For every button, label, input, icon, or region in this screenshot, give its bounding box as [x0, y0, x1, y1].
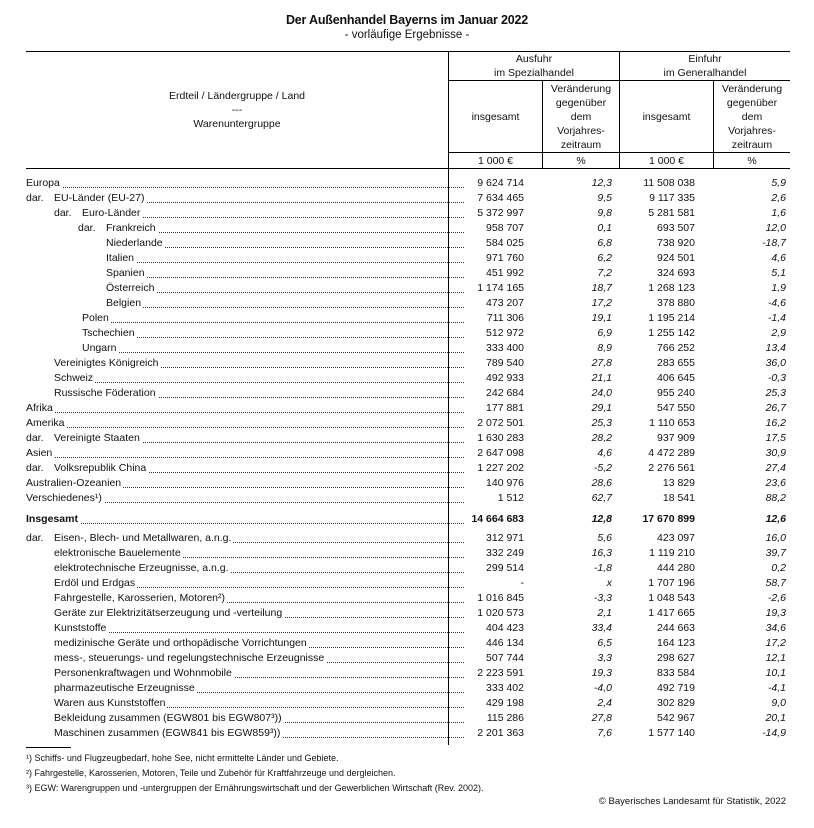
- import-change-value: 19,3: [765, 607, 786, 619]
- row-label: pharmazeutische Erzeugnisse: [54, 682, 195, 694]
- import-change-value: -1,4: [767, 312, 786, 324]
- export-change-value: x: [606, 577, 612, 589]
- table-row: [26, 576, 792, 591]
- table-row: [26, 461, 792, 476]
- export-total-value: 971 760: [486, 252, 524, 264]
- export-change-value: 18,7: [591, 282, 612, 294]
- import-change-value: 10,1: [765, 667, 786, 679]
- export-total-value: 115 286: [486, 712, 524, 724]
- import-change-value: -18,7: [762, 237, 786, 249]
- import-change-value: 4,6: [771, 252, 786, 264]
- table-row: [26, 446, 792, 461]
- export-total-value: 429 198: [486, 697, 524, 709]
- row-label: Ungarn: [82, 342, 117, 354]
- export-change-value: 16,3: [591, 547, 612, 559]
- import-change-value: 1,9: [771, 282, 786, 294]
- export-change-value: 6,5: [597, 637, 612, 649]
- import-total-value: 738 920: [657, 237, 695, 249]
- table-row: [26, 296, 792, 311]
- export-total-value: 5 372 997: [477, 207, 524, 219]
- row-label: Italien: [106, 252, 135, 264]
- import-change-value: 2,6: [771, 192, 786, 204]
- import-change-value: -4,6: [767, 297, 786, 309]
- import-change-value: 23,6: [765, 477, 786, 489]
- group-header-export: Ausfuhr im Spezialhandel: [494, 53, 574, 79]
- table-row: [26, 371, 792, 386]
- footnote-rule: [26, 747, 71, 748]
- table-row: [26, 191, 792, 206]
- export-change-value: 4,6: [597, 447, 612, 459]
- row-label: Schweiz: [54, 372, 94, 384]
- export-change-value: -3,3: [593, 592, 612, 604]
- import-total-value: 406 645: [657, 372, 695, 384]
- row-label: Eisen-, Blech- und Metallwaren, a.n.g.: [54, 532, 232, 544]
- export-change-value: 2,1: [597, 607, 612, 619]
- import-change-value: 12,6: [765, 513, 786, 525]
- import-change-value: 27,4: [765, 462, 786, 474]
- export-change-value: 12,8: [591, 513, 612, 525]
- import-change-value: 58,7: [765, 577, 786, 589]
- import-total-value: 1 119 210: [649, 547, 695, 559]
- import-total-value: 924 501: [657, 252, 695, 264]
- import-change-value: 12,1: [765, 652, 786, 664]
- row-prefix: dar.: [54, 207, 72, 219]
- export-total-value: 1 630 283: [477, 432, 524, 444]
- header-bottom-rule: [26, 168, 790, 169]
- export-change-value: 19,3: [591, 667, 612, 679]
- stub-header: [26, 88, 448, 132]
- export-total-value: -: [520, 577, 524, 589]
- row-label: medizinische Geräte und orthopädische Vorrichtungen: [54, 637, 307, 649]
- table-row: [26, 606, 792, 621]
- subheader-import-change: Veränderung gegenüber dem Vorjahres- zeitraum: [721, 82, 783, 151]
- export-change-value: 9,5: [597, 192, 612, 204]
- row-prefix: dar.: [26, 462, 44, 474]
- row-label: elektronische Bauelemente: [54, 547, 181, 559]
- export-total-value: 242 684: [486, 387, 524, 399]
- export-change-value: 5,6: [597, 532, 612, 544]
- row-label: Russische Föderation: [54, 387, 156, 399]
- import-total-value: 17 670 899: [642, 513, 695, 525]
- row-label: Vereinigte Staaten: [54, 432, 140, 444]
- import-change-value: 12,0: [765, 222, 786, 234]
- table-row: [26, 591, 792, 606]
- row-label: Euro-Länder: [82, 207, 141, 219]
- subheader-export-total: insgesamt: [471, 110, 520, 123]
- import-total-value: 833 584: [657, 667, 695, 679]
- export-change-value: 0,1: [597, 222, 612, 234]
- table-row: [26, 176, 792, 191]
- export-change-value: 17,2: [591, 297, 612, 309]
- export-total-value: 711 306: [486, 312, 524, 324]
- table-row: [26, 546, 792, 561]
- export-total-value: 2 072 501: [477, 417, 524, 429]
- export-total-value: 507 744: [486, 652, 524, 664]
- import-total-value: 5 281 581: [648, 207, 695, 219]
- export-total-value: 9 624 714: [477, 177, 524, 189]
- table-row: [26, 326, 792, 341]
- group-header-import: Einfuhr im Generalhandel: [663, 53, 747, 79]
- export-total-value: 1 512: [497, 492, 524, 504]
- export-total-value: 2 223 591: [477, 667, 524, 679]
- export-total-value: 1 020 573: [477, 607, 524, 619]
- row-label: Personenkraftwagen und Wohnmobile: [54, 667, 232, 679]
- table-row: [26, 356, 792, 371]
- table-row: [26, 696, 792, 711]
- import-total-value: 302 829: [657, 697, 695, 709]
- import-total-value: 1 268 123: [648, 282, 695, 294]
- import-total-value: 766 252: [657, 342, 695, 354]
- footnote-3: ³) EGW: Warengruppen und -untergruppen der Ernährungswirtschaft und der Gewerblichen Wirtschaft (Rev. 2002).: [26, 783, 484, 793]
- import-change-value: 25,3: [765, 387, 786, 399]
- stub-header-line1: Erdteil / Ländergruppe / Land: [168, 90, 305, 102]
- unit-export-change: %: [576, 154, 586, 167]
- table-row: [26, 311, 792, 326]
- row-prefix: dar.: [26, 192, 44, 204]
- import-total-value: 1 417 665: [648, 607, 695, 619]
- import-change-value: 17,2: [765, 637, 786, 649]
- export-total-value: 140 976: [486, 477, 524, 489]
- footnote-2: ²) Fahrgestelle, Karosserien, Motoren, Teile und Zubehör für Kraftfahrzeuge und dergleichen.: [26, 768, 396, 778]
- import-change-value: 20,1: [765, 712, 786, 724]
- export-change-value: -1,8: [593, 562, 612, 574]
- export-change-value: 62,7: [591, 492, 612, 504]
- subheader-import-total: insgesamt: [642, 110, 691, 123]
- import-total-value: 4 472 289: [648, 447, 695, 459]
- export-total-value: 299 514: [486, 562, 524, 574]
- table-row: [26, 416, 792, 431]
- import-change-value: 9,0: [771, 697, 786, 709]
- table-row: [26, 281, 792, 296]
- row-label: Maschinen zusammen (EGW841 bis EGW859³)): [54, 727, 281, 739]
- export-total-value: 1 174 165: [477, 282, 524, 294]
- export-change-value: 27,8: [591, 357, 612, 369]
- table-row: [26, 401, 792, 416]
- export-change-value: 24,0: [591, 387, 612, 399]
- import-total-value: 1 110 653: [649, 417, 695, 429]
- table-row: [26, 251, 792, 266]
- row-label: Amerika: [26, 417, 65, 429]
- export-total-value: 446 134: [486, 637, 524, 649]
- import-total-value: 547 550: [657, 402, 695, 414]
- import-change-value: 88,2: [765, 492, 786, 504]
- export-total-value: 512 972: [486, 327, 524, 339]
- row-label: Frankreich: [106, 222, 156, 234]
- export-total-value: 2 647 098: [477, 447, 524, 459]
- import-total-value: 1 577 140: [648, 727, 695, 739]
- import-total-value: 937 909: [657, 432, 695, 444]
- export-change-value: 21,1: [591, 372, 612, 384]
- table-row: [26, 666, 792, 681]
- row-label: Österreich: [106, 282, 155, 294]
- import-total-value: 298 627: [657, 652, 695, 664]
- export-total-value: 333 402: [486, 682, 524, 694]
- row-label: Geräte zur Elektrizitätserzeugung und -verteilung: [54, 607, 283, 619]
- row-label: Volksrepublik China: [54, 462, 147, 474]
- page-subtitle: - vorläufige Ergebnisse -: [344, 29, 470, 41]
- unit-export-total: 1 000 €: [477, 154, 514, 167]
- row-label: elektrotechnische Erzeugnisse, a.n.g.: [54, 562, 229, 574]
- export-total-value: 7 634 465: [477, 192, 524, 204]
- export-change-value: 8,9: [597, 342, 612, 354]
- import-change-value: -14,9: [762, 727, 786, 739]
- import-total-value: 492 719: [657, 682, 695, 694]
- import-total-value: 1 048 543: [648, 592, 695, 604]
- import-total-value: 2 276 561: [648, 462, 695, 474]
- table-row: [26, 476, 792, 491]
- import-total-value: 164 123: [657, 637, 695, 649]
- unit-import-total: 1 000 €: [648, 154, 685, 167]
- export-change-value: 25,3: [591, 417, 612, 429]
- footnote-1: ¹) Schiffs- und Flugzeugbedarf, hohe See, nicht ermittelte Länder und Gebiete.: [26, 753, 339, 763]
- table-row: [26, 386, 792, 401]
- export-change-value: -4,0: [593, 682, 612, 694]
- row-label: Belgien: [106, 297, 142, 309]
- row-label: EU-Länder (EU-27): [54, 192, 145, 204]
- row-label: Afrika: [26, 402, 53, 414]
- import-change-value: 0,2: [771, 562, 786, 574]
- import-total-value: 324 693: [657, 267, 695, 279]
- export-total-value: 451 992: [486, 267, 524, 279]
- row-label: Waren aus Kunststoffen: [54, 697, 166, 709]
- import-change-value: 13,4: [765, 342, 786, 354]
- export-total-value: 473 207: [486, 297, 524, 309]
- table-row: [26, 431, 792, 446]
- export-change-value: 19,1: [591, 312, 612, 324]
- export-change-value: 27,8: [591, 712, 612, 724]
- export-total-value: 1 016 845: [477, 592, 524, 604]
- table-row: [26, 711, 792, 726]
- export-total-value: 1 227 202: [477, 462, 524, 474]
- stub-header-line2: ---: [231, 104, 243, 116]
- subheader-export-change: Veränderung gegenüber dem Vorjahres- zeitraum: [550, 82, 612, 151]
- import-change-value: 16,2: [765, 417, 786, 429]
- export-change-value: 28,6: [591, 477, 612, 489]
- export-total-value: 177 881: [486, 402, 524, 414]
- import-total-value: 9 117 335: [649, 192, 695, 204]
- export-change-value: 7,6: [597, 727, 612, 739]
- row-prefix: dar.: [78, 222, 96, 234]
- import-total-value: 444 280: [657, 562, 695, 574]
- export-total-value: 14 664 683: [471, 513, 524, 525]
- export-change-value: -5,2: [593, 462, 612, 474]
- table-row: [26, 531, 792, 546]
- export-total-value: 333 400: [486, 342, 524, 354]
- export-change-value: 9,8: [597, 207, 612, 219]
- import-change-value: 16,0: [765, 532, 786, 544]
- table-row: [26, 221, 792, 236]
- row-label: Bekleidung zusammen (EGW801 bis EGW807³)): [54, 712, 282, 724]
- export-total-value: 332 249: [486, 547, 524, 559]
- import-total-value: 11 508 038: [643, 177, 695, 189]
- import-change-value: 30,9: [765, 447, 786, 459]
- import-change-value: 1,6: [771, 207, 786, 219]
- export-change-value: 12,3: [591, 177, 612, 189]
- import-total-value: 283 655: [657, 357, 695, 369]
- export-change-value: 6,8: [597, 237, 612, 249]
- row-label: Vereinigtes Königreich: [54, 357, 159, 369]
- table-row: [26, 636, 792, 651]
- import-change-value: -0,3: [767, 372, 786, 384]
- row-label: Verschiedenes¹): [26, 492, 102, 504]
- import-change-value: -2,6: [767, 592, 786, 604]
- export-change-value: 6,9: [597, 327, 612, 339]
- import-total-value: 378 880: [657, 297, 695, 309]
- row-label: Spanien: [106, 267, 145, 279]
- export-total-value: 312 971: [486, 532, 524, 544]
- table-row: [26, 206, 792, 221]
- copyright: © Bayerisches Landesamt für Statistik, 2022: [598, 796, 786, 807]
- import-total-value: 542 967: [657, 712, 695, 724]
- export-total-value: 404 423: [486, 622, 524, 634]
- export-change-value: 28,2: [591, 432, 612, 444]
- row-label: mess-, steuerungs- und regelungstechnische Erzeugnisse: [54, 652, 325, 664]
- export-change-value: 29,1: [591, 402, 612, 414]
- export-change-value: 7,2: [597, 267, 612, 279]
- total-row: [26, 512, 792, 527]
- import-change-value: 34,6: [765, 622, 786, 634]
- table-row: [26, 651, 792, 666]
- table-row: [26, 266, 792, 281]
- row-label: Europa: [26, 177, 60, 189]
- import-total-value: 1 255 142: [648, 327, 695, 339]
- row-label: Insgesamt: [26, 513, 78, 525]
- import-change-value: 39,7: [765, 547, 786, 559]
- import-total-value: 955 240: [657, 387, 695, 399]
- page-title: Der Außenhandel Bayerns im Januar 2022: [285, 13, 529, 27]
- table-row: [26, 236, 792, 251]
- export-total-value: 492 933: [486, 372, 524, 384]
- row-label: Erdöl und Erdgas: [54, 577, 136, 589]
- import-change-value: -4,1: [767, 682, 786, 694]
- row-label: Niederlande: [106, 237, 163, 249]
- import-total-value: 423 097: [657, 532, 695, 544]
- row-label: Kunststoffe: [54, 622, 107, 634]
- import-change-value: 5,9: [771, 177, 786, 189]
- table-row: [26, 491, 792, 506]
- import-total-value: 13 829: [662, 477, 695, 489]
- row-label: Tschechien: [82, 327, 135, 339]
- import-total-value: 244 663: [657, 622, 695, 634]
- export-total-value: 789 540: [486, 357, 524, 369]
- export-change-value: 6,2: [597, 252, 612, 264]
- unit-import-change: %: [747, 154, 757, 167]
- row-label: Asien: [26, 447, 53, 459]
- import-change-value: 17,5: [765, 432, 786, 444]
- table-row: [26, 341, 792, 356]
- row-label: Polen: [82, 312, 109, 324]
- import-total-value: 693 507: [657, 222, 695, 234]
- row-label: Fahrgestelle, Karosserien, Motoren²): [54, 592, 225, 604]
- row-prefix: dar.: [26, 532, 44, 544]
- import-total-value: 1 707 196: [648, 577, 695, 589]
- table-row: [26, 561, 792, 576]
- import-change-value: 26,7: [765, 402, 786, 414]
- export-change-value: 2,4: [597, 697, 612, 709]
- export-total-value: 958 707: [486, 222, 524, 234]
- table-row: [26, 621, 792, 636]
- export-change-value: 3,3: [597, 652, 612, 664]
- export-total-value: 2 201 363: [477, 727, 524, 739]
- export-total-value: 584 025: [486, 237, 524, 249]
- export-change-value: 33,4: [591, 622, 612, 634]
- import-total-value: 1 195 214: [648, 312, 695, 324]
- import-change-value: 36,0: [765, 357, 786, 369]
- import-total-value: 18 541: [662, 492, 695, 504]
- row-label: Australien-Ozeanien: [26, 477, 122, 489]
- row-prefix: dar.: [26, 432, 44, 444]
- table-row: [26, 726, 792, 741]
- table-row: [26, 681, 792, 696]
- stub-header-line3: Warenuntergruppe: [193, 118, 281, 130]
- import-change-value: 2,9: [771, 327, 786, 339]
- import-change-value: 5,1: [771, 267, 786, 279]
